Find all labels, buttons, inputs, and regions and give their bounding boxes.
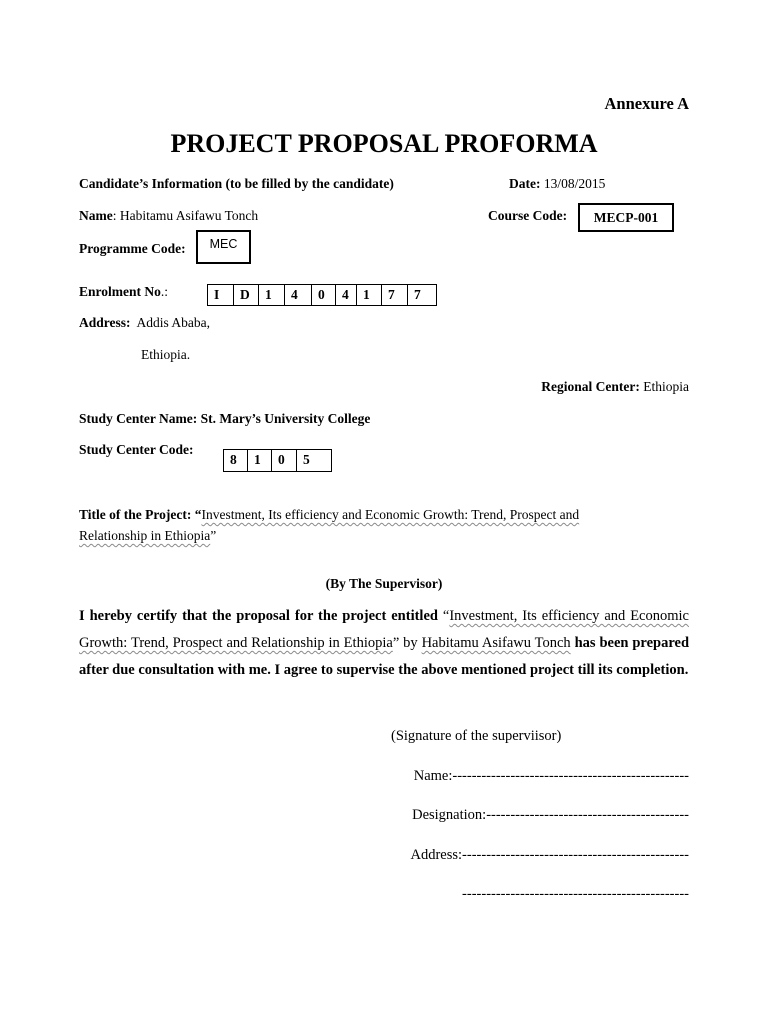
enrolment-digit: 4 [285,285,312,305]
regional-center-value: Ethiopia [643,379,689,394]
candidate-section-label: Candidate’s Information (to be filled by the candidate) [79,176,394,191]
name-field [79,208,258,224]
cert-text-part1: I hereby certify that the proposal for the project entitled [79,608,443,624]
course-code-value: MECP-001 [593,209,659,225]
enrolment-digit: 0 [312,285,336,305]
project-title-line1 [79,507,579,523]
study-center-code-grid [223,449,332,472]
supervisor-address-line: Address:----------------------------------------------- [410,847,689,863]
project-title-text-cont: Relationship in Ethiopia [79,528,211,543]
regional-center-field [541,379,689,395]
address-line2: Ethiopia. [141,347,191,362]
cert-quote-open: “ [442,608,450,624]
study-center-code-digit: 8 [224,450,248,471]
project-title-line2 [79,528,216,544]
cert-quote-close: ” by [392,635,422,651]
enrolment-digit: 7 [382,285,408,305]
signature-label: (Signature of the superviisor) [391,728,562,744]
enrolment-label [79,284,168,300]
date-field [509,176,605,192]
study-center-code-digit: 5 [303,452,310,467]
project-title-close-quote: ” [210,528,217,543]
regional-center-label: Regional Center: [541,379,640,394]
address-label: Address: [79,315,131,330]
address-line1: Addis Ababa, [136,315,211,330]
course-code-label: Course Code: [488,208,568,223]
programme-code-value: MEC [209,237,238,251]
enrolment-digit: 7 [414,287,421,302]
study-center-name: Study Center Name: St. Mary’s University College [79,411,371,426]
name-label: Name [79,208,113,223]
enrolment-digit: 4 [336,285,357,305]
study-center-code-digit: 1 [248,450,272,471]
enrolment-digit: I [208,285,234,305]
enrolment-digit: D [234,285,259,305]
supervisor-address-line2: ----------------------------------------------- [462,886,689,902]
project-title-label: Title of the Project: “ [79,507,202,522]
project-title-text: Investment, Its efficiency and Economic Growth: Trend, Prospect and [201,507,580,522]
supervisor-designation-line: Designation:------------------------------------------ [412,807,689,823]
address-field [79,315,210,331]
programme-code-box [196,230,251,264]
enrolment-digit: 1 [259,285,285,305]
supervisor-name-line: Name:------------------------------------------------- [413,768,689,784]
annexure-label: Annexure A [604,94,689,113]
course-code-box [578,203,674,232]
name-value: : Habitamu Asifawu Tonch [112,208,259,223]
date-value: 13/08/2015 [543,176,606,191]
study-center-code-digit: 0 [272,450,297,471]
page-title: PROJECT PROPOSAL PROFORMA [170,129,598,158]
date-label: Date: [509,176,541,191]
supervisor-heading: (By The Supervisor) [325,576,443,591]
programme-code-label: Programme Code: [79,241,186,256]
cert-text-part2: has been prepared after due consultation with me. I agree to supervise the above mentioned project till its completion. [79,635,690,678]
enrolment-digit: 1 [357,285,382,305]
enrolment-label-suffix: .: [160,284,169,299]
cert-candidate-name: Habitamu Asifawu Tonch [421,635,571,651]
enrolment-number-grid [207,284,437,306]
cert-project-title: Investment, Its efficiency and Economic Growth: Trend, Prospect and Relationship in Ethiopia [79,608,689,651]
supervisor-certification [79,603,689,684]
enrolment-label-text: Enrolment No [79,284,161,299]
study-center-code-label: Study Center Code: [79,442,194,457]
